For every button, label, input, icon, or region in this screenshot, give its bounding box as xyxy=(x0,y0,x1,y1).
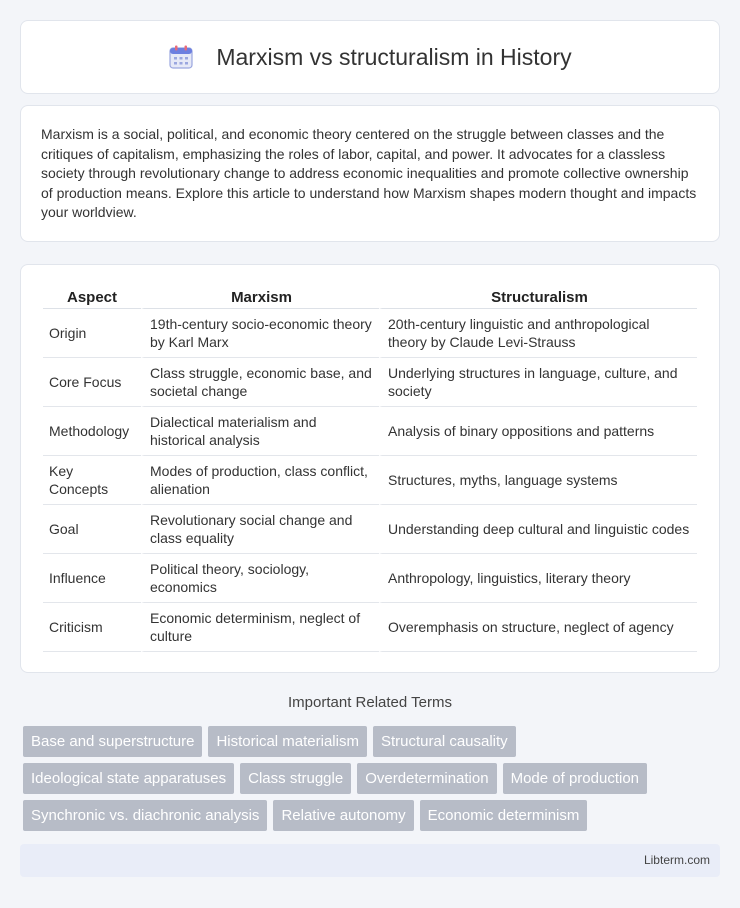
cell-structuralism: Overemphasis on structure, neglect of agency xyxy=(379,603,697,652)
related-terms-title: Important Related Terms xyxy=(288,694,452,711)
related-term-tag[interactable]: Structural causality xyxy=(373,726,516,757)
related-term-tag[interactable]: Historical materialism xyxy=(208,726,367,757)
table-header-row xyxy=(43,285,697,309)
cell-aspect: Origin xyxy=(43,309,141,358)
related-term-tag[interactable]: Base and superstructure xyxy=(23,726,202,757)
table-row xyxy=(43,309,697,358)
cell-aspect: Criticism xyxy=(43,603,141,652)
cell-marxism: Dialectical materialism and historical analysis xyxy=(141,407,379,456)
cell-aspect: Core Focus xyxy=(43,358,141,407)
related-term-tag[interactable]: Synchronic vs. diachronic analysis xyxy=(23,800,267,831)
cell-structuralism: Anthropology, linguistics, literary theory xyxy=(379,554,697,603)
cell-structuralism: Underlying structures in language, culture, and society xyxy=(379,358,697,407)
related-term-tag[interactable]: Ideological state apparatuses xyxy=(23,763,234,794)
related-term-tag[interactable]: Mode of production xyxy=(503,763,647,794)
header-structuralism: Structuralism xyxy=(379,285,697,309)
footer-link[interactable]: Libterm.com xyxy=(643,853,710,867)
footer xyxy=(20,844,720,877)
comparison-table xyxy=(43,285,697,652)
related-terms-list xyxy=(23,726,723,837)
intro-text: Marxism is a social, political, and economic theory centered on the struggle between classes and the critiques of capitalism, emphasizing the roles of labor, capital, and power. It advocates for a classless society through revolutionary change to address economic inequalities and promote collective ownership of production means. Explore this article to understand how Marxism shapes modern thought and impacts your worldview. xyxy=(41,126,697,220)
cell-structuralism: 20th-century linguistic and anthropological theory by Claude Levi-Strauss xyxy=(379,309,697,358)
cell-structuralism: Structures, myths, language systems xyxy=(379,456,697,505)
cell-aspect: Key Concepts xyxy=(43,456,141,505)
cell-aspect: Influence xyxy=(43,554,141,603)
related-term-tag[interactable]: Overdetermination xyxy=(357,763,496,794)
related-term-tag[interactable]: Class struggle xyxy=(240,763,351,794)
cell-marxism: Class struggle, economic base, and societal change xyxy=(141,358,379,407)
cell-aspect: Methodology xyxy=(43,407,141,456)
header-card xyxy=(20,20,720,94)
table-row xyxy=(43,358,697,407)
cell-marxism: Revolutionary social change and class equality xyxy=(141,505,379,554)
table-row xyxy=(43,505,697,554)
calendar-icon xyxy=(168,44,194,70)
related-terms-row xyxy=(23,763,723,794)
related-term-tag[interactable]: Economic determinism xyxy=(420,800,588,831)
related-terms-row xyxy=(23,726,723,757)
page-title: Marxism vs structuralism in History xyxy=(216,43,572,70)
related-terms-row xyxy=(23,800,723,831)
table-row xyxy=(43,456,697,505)
cell-marxism: 19th-century socio-economic theory by Karl Marx xyxy=(141,309,379,358)
cell-marxism: Political theory, sociology, economics xyxy=(141,554,379,603)
cell-structuralism: Analysis of binary oppositions and patterns xyxy=(379,407,697,456)
table-row xyxy=(43,603,697,652)
intro-card xyxy=(20,105,720,242)
related-term-tag[interactable]: Relative autonomy xyxy=(273,800,413,831)
cell-marxism: Modes of production, class conflict, alienation xyxy=(141,456,379,505)
comparison-card xyxy=(20,264,720,673)
cell-marxism: Economic determinism, neglect of culture xyxy=(141,603,379,652)
table-row xyxy=(43,554,697,603)
table-row xyxy=(43,407,697,456)
cell-structuralism: Understanding deep cultural and linguistic codes xyxy=(379,505,697,554)
cell-aspect: Goal xyxy=(43,505,141,554)
header-marxism: Marxism xyxy=(141,285,379,309)
header-aspect: Aspect xyxy=(43,285,141,309)
